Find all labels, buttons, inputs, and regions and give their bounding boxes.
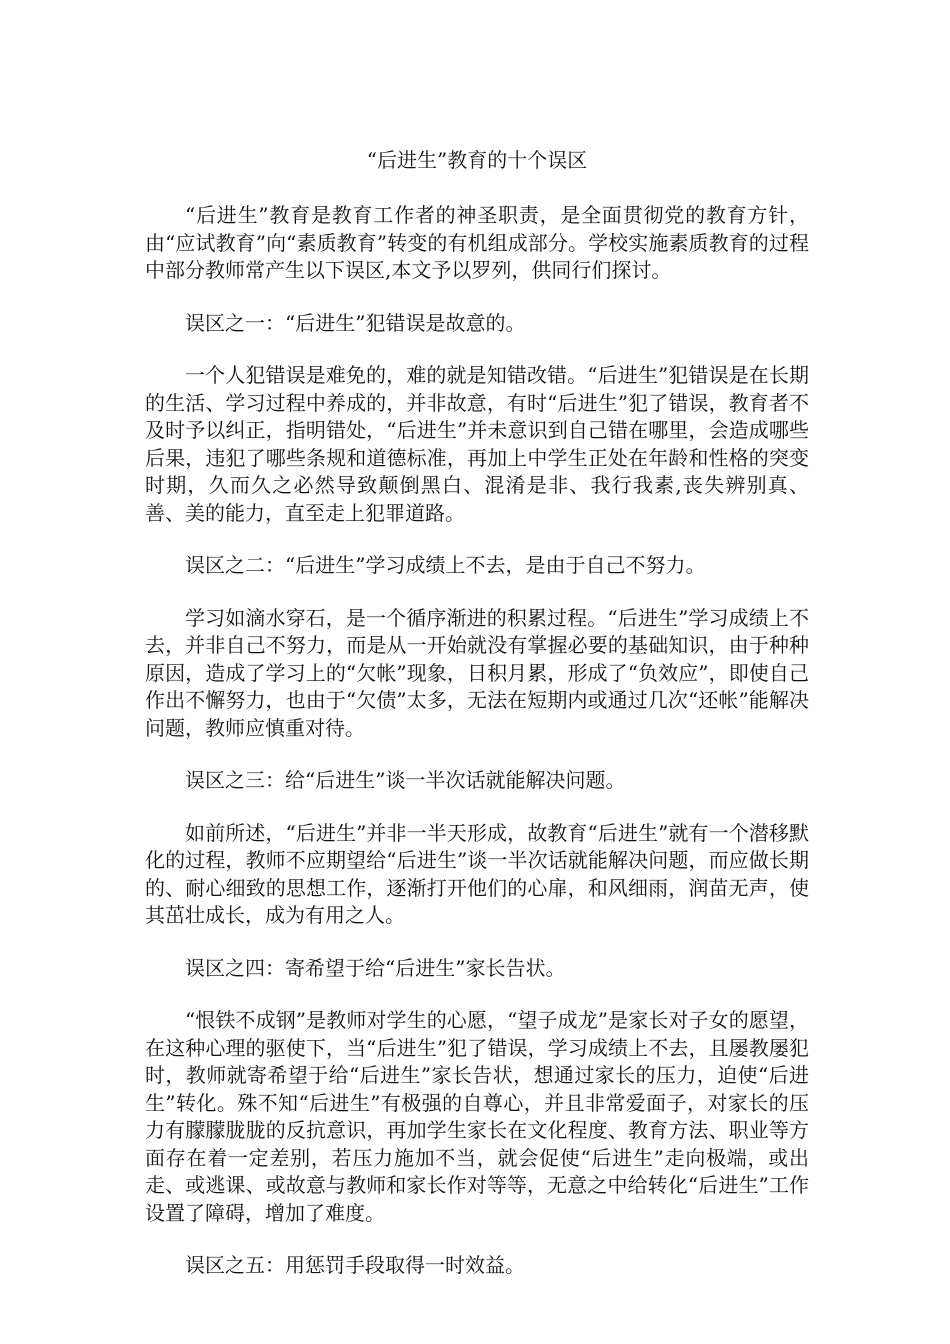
section-heading-3: 误区之三：给“后进生”谈一半次话就能解决问题。	[185, 768, 626, 792]
section-body-2: 学习如滴水穿石，是一个循序渐进的积累过程。“后进生”学习成绩上不去，并非自己不努力，而是从一开始就没有掌握必要的基础知识，由于种种原因，造成了学习上的“欠帐”现象，日积月累，形成了“负效应”，即使自己作出不懈努力，也由于“欠债”太多，无法在短期内或通过几次“还帐”能解决问题，教师应慎重对待。	[145, 605, 809, 740]
document-content	[145, 146, 809, 1305]
section-heading-4: 误区之四：寄希望于给“后进生”家长告状。	[185, 955, 566, 980]
section-body-4: “恨铁不成钢”是教师对学生的心愿，“望子成龙”是家长对子女的愿望，在这种心理的驱使下，当“后进生”犯了错误，学习成绩上不去，且屡教屡犯时，教师就寄希望于给“后进生”家长告状，想通过家长的压力，迫使“后进生”转化。殊不知“后进生”有极强的自尊心，并且非常爱面子，对家长的压力有朦朦胧胧的反抗意识，再加学生家长在文化程度、教育方法、职业等方面存在着一定差别，若压力施加不当，就会促使“后进生”走向极端，或出走、或逃课、或故意与教师和家长作对等等，无意之中给转化“后进生”工作设置了障碍，增加了难度。	[145, 1008, 809, 1225]
document-title: “后进生”教育的十个误区	[366, 148, 588, 172]
section-heading-2: 误区之二：“后进生”学习成绩上不去，是由于自己不努力。	[185, 553, 706, 577]
section-body-3: 如前所述，“后进生”并非一半天形成，故教育“后进生”就有一个潜移默化的过程，教师不应期望给“后进生”谈一半次话就能解决问题，而应做长期的、耐心细致的思想工作，逐渐打开他们的心扉，和风细雨，润苗无声，使其茁壮成长，成为有用之人。	[145, 820, 809, 927]
intro-paragraph: “后进生”教育是教育工作者的神圣职责，是全面贯彻党的教育方针，由“应试教育”向“素质教育”转变的有机组成部分。学校实施素质教育的过程中部分教师常产生以下误区,本文予以罗列，供同行们探讨。	[145, 203, 809, 282]
section-heading-1: 误区之一：“后进生”犯错误是故意的。	[185, 310, 526, 335]
section-body-1: 一个人犯错误是难免的，难的就是知错改错。“后进生”犯错误是在长期的生活、学习过程中养成的，并非故意，有时“后进生”犯了错误，教育者不及时予以纠正，指明错处，“后进生”并未意识到自己错在哪里，会造成哪些后果，违犯了哪些条规和道德标准，再加上中学生正处在年龄和性格的突变时期，久而久之必然导致颠倒黑白、混淆是非、我行我素,丧失辨别真、善、美的能力，直至走上犯罪道路。	[145, 363, 809, 525]
section-heading-5: 误区之五：用惩罚手段取得一时效益。	[185, 1253, 525, 1277]
